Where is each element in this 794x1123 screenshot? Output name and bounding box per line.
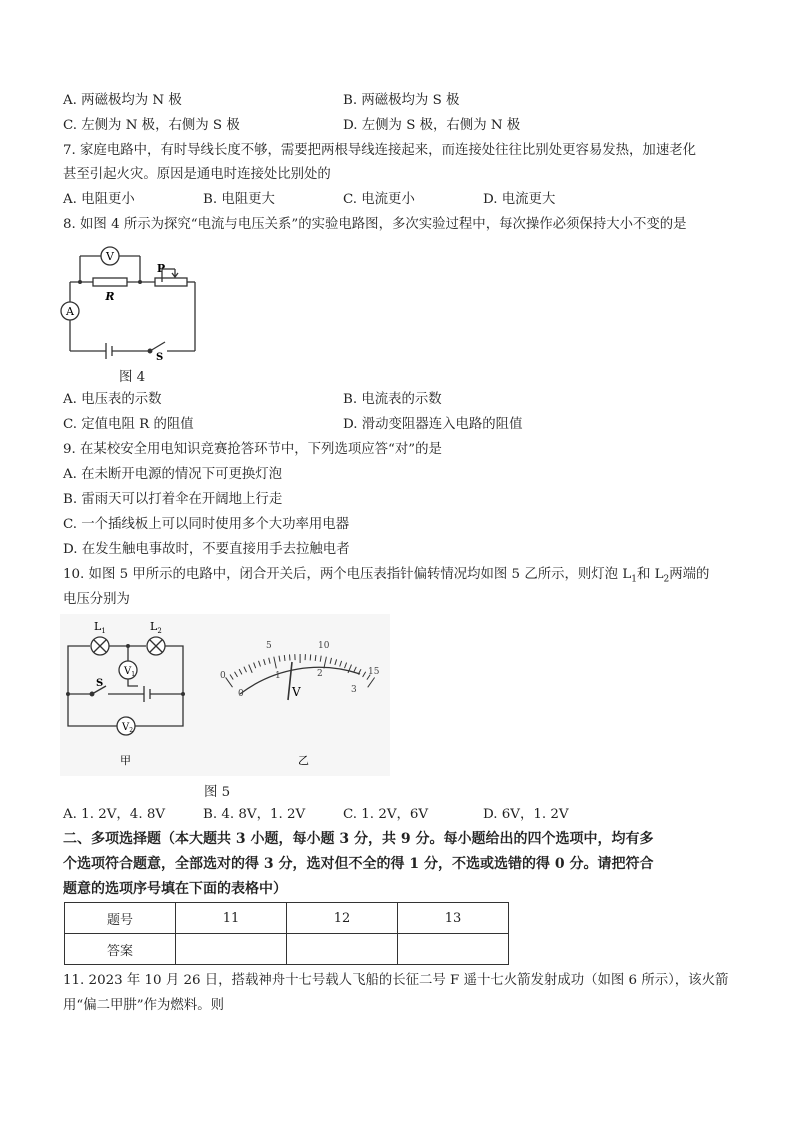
answer-cell-11[interactable] (176, 934, 287, 965)
meter-outer-10: 10 (318, 641, 330, 651)
meter-inner-3: 3 (351, 685, 357, 695)
q10-option-c: C. 1. 2V，6V (343, 807, 429, 822)
q8-option-d: D. 滑动变阻器连入电路的阻值 (343, 417, 523, 432)
fig4-switch-label: S (156, 352, 164, 361)
q10-stem-line1: 10. 如图 5 甲所示的电路中，闭合开关后，两个电压表指针偏转情况均如图 5 乙所示，则灯泡 $L_1$和 $L_2$两端的 (63, 567, 710, 585)
fig5-v1-label: $V_1$ (124, 666, 136, 678)
q10-option-b: B. 4. 8V，1. 2V (203, 807, 306, 822)
fig5-l2-label: $L_2$ (150, 620, 162, 635)
figure-5-caption: 图 5 (204, 785, 231, 800)
q6-option-c: C. 左侧为 N 极，右侧为 S 极 (63, 118, 240, 133)
answer-cell-12[interactable] (287, 934, 398, 965)
fig5-v2-label: $V_2$ (122, 722, 134, 734)
figure-5 (60, 614, 390, 776)
fig5-switch-label: S (96, 678, 104, 689)
q9-option-b: B. 雷雨天可以打着伞在开阔地上行走 (63, 492, 283, 507)
q7-option-b: B. 电阻更大 (203, 192, 275, 207)
meter-tick (290, 654, 291, 660)
q10-option-a: A. 1. 2V，4. 8V (63, 807, 166, 822)
q7-stem-line2: 甚至引起火灾。原因是通电时连接处比别处的 (63, 167, 331, 182)
fig5-yi-label: 乙 (298, 754, 309, 767)
meter-inner-2: 2 (317, 669, 323, 679)
q8-option-b: B. 电流表的示数 (343, 392, 442, 407)
meter-inner-1: 1 (275, 671, 281, 681)
table-cell: 12 (287, 903, 398, 934)
fig5-jia-label: 甲 (120, 754, 131, 767)
meter-outer-15: 15 (368, 667, 380, 677)
figure-4-circuit (60, 236, 205, 361)
q6-option-d: D. 左侧为 S 极，右侧为 N 极 (343, 118, 521, 133)
section2-heading-line3: 题意的选项序号填在下面的表格中） (63, 881, 287, 897)
q7-option-a: A. 电阻更小 (63, 192, 135, 207)
q10-option-d: D. 6V，1. 2V (483, 807, 569, 822)
fig4-voltmeter-label: V (106, 250, 114, 263)
table-cell: 答案 (65, 934, 176, 965)
meter-tick (315, 655, 316, 661)
meter-unit-label: V (292, 685, 301, 699)
table-row (65, 903, 509, 934)
q9-stem: 9. 在某校安全用电知识竞赛抢答环节中，下列选项应答“对”的是 (63, 442, 442, 457)
table-row (65, 934, 509, 965)
q8-option-a: A. 电压表的示数 (63, 392, 162, 407)
q9-option-c: C. 一个插线板上可以同时使用多个大功率用电器 (63, 517, 350, 532)
meter-tick (310, 654, 311, 660)
meter-outer-5: 5 (266, 641, 272, 651)
fig4-ammeter-label: A (66, 305, 74, 318)
meter-inner-0: 0 (238, 689, 244, 699)
q7-stem-line1: 7. 家庭电路中，有时导线长度不够，需要把两根导线连接起来，而连接处往往比别处更容易发热，加速老化 (63, 143, 696, 158)
q6-option-b: B. 两磁极均为 S 极 (343, 93, 460, 108)
q10-stem-line2: 电压分别为 (63, 592, 130, 607)
answer-cell-13[interactable] (398, 934, 509, 965)
fig4-resistor-label: R (105, 290, 115, 303)
meter-tick (284, 655, 285, 661)
table-cell: 13 (398, 903, 509, 934)
section2-heading-line2: 个选项符合题意，全部选对的得 3 分，选对但不全的得 1 分，不选或选错的得 0 分。请把符合 (63, 856, 654, 872)
answer-table (64, 902, 509, 965)
q8-stem: 8. 如图 4 所示为探究“电流与电压关系”的实验电路图，多次实验过程中，每次操作必须保持大小不变的是 (63, 217, 687, 232)
q9-option-a: A. 在未断开电源的情况下可更换灯泡 (63, 467, 283, 482)
q6-option-a: A. 两磁极均为 N 极 (63, 93, 182, 108)
q7-option-c: C. 电流更小 (343, 192, 415, 207)
q7-option-d: D. 电流更大 (483, 192, 556, 207)
fig5-l1-label: $L_1$ (94, 620, 106, 635)
figure-4-caption: 图 4 (119, 370, 146, 385)
q11-stem-line1: 11. 2023 年 10 月 26 日，搭载神舟十七号载人飞船的长征二号 F 遥十七火箭发射成功（如图 6 所示），该火箭 (63, 973, 729, 988)
fig4-slider-label: P (156, 262, 166, 275)
section2-heading-line1: 二、多项选择题（本大题共 3 小题，每小题 3 分，共 9 分。每小题给出的四个选项中，均有多 (63, 831, 654, 847)
q11-stem-line2: 用“偏二甲肼”作为燃料。则 (63, 998, 224, 1013)
table-cell: 11 (176, 903, 287, 934)
q9-option-d: D. 在发生触电事故时，不要直接用手去拉触电者 (63, 542, 350, 557)
table-cell: 题号 (65, 903, 176, 934)
q8-option-c: C. 定值电阻 R 的阻值 (63, 417, 194, 432)
meter-outer-0: 0 (220, 671, 226, 681)
